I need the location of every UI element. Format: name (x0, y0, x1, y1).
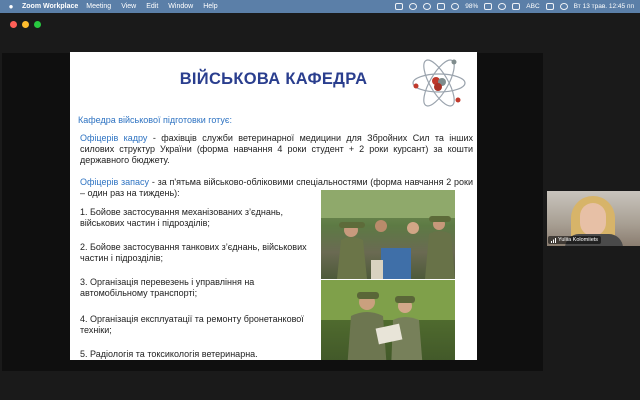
officers-text: - фахівців служби ветеринарної медицини для Збройних Сил та інших силових структур України (форма навчання 4 роки студент + 2 роки курсант) за кошти державного бюджету. (80, 133, 473, 166)
messenger-icon[interactable] (423, 3, 431, 10)
zoom-status-icon[interactable] (395, 3, 403, 10)
slide-subheading: Кафедра військової підготовки готує: (78, 115, 232, 125)
flag-icon[interactable] (560, 3, 568, 10)
apple-icon[interactable]: ● (8, 2, 14, 11)
battery-percent: 98% (465, 3, 479, 10)
menu-edit[interactable]: Edit (146, 3, 159, 10)
sync-icon[interactable] (451, 3, 459, 10)
menu-window[interactable]: Window (168, 3, 194, 10)
input-source[interactable]: ABC (526, 3, 540, 10)
control-center-icon[interactable] (546, 3, 554, 10)
reserve-label: Офіцерів запасу (80, 177, 150, 187)
atom-icon (410, 56, 468, 110)
window-titlebar (0, 13, 640, 35)
presentation-slide (70, 52, 477, 360)
cadets-ceremony-photo (321, 190, 455, 279)
display-icon[interactable] (437, 3, 445, 10)
participant-name: Yuliia Kolomiiets (558, 237, 599, 243)
wifi-icon[interactable] (498, 3, 506, 10)
list-item: 4. Організація експлуатації та ремонту бронетанкової техніки; (80, 314, 304, 336)
participant-video-tile[interactable] (547, 191, 640, 246)
minimize-window-button[interactable] (22, 21, 29, 28)
clock[interactable]: Вт 13 трав. 12:45 пп (573, 3, 634, 10)
officers-label: Офіцерів кадру (80, 133, 148, 143)
participant-face (580, 203, 606, 236)
battery-icon[interactable] (484, 3, 492, 10)
menu-meeting[interactable]: Meeting (86, 3, 112, 10)
chat-status-icon[interactable] (409, 3, 417, 10)
app-menu[interactable]: Zoom Workplace (22, 3, 79, 10)
close-window-button[interactable] (10, 21, 17, 28)
list-item: 2. Бойове застосування танкових з’єднань, військових частин і підрозділів; (80, 242, 307, 264)
participant-name-label (548, 236, 601, 244)
slide-title: ВІЙСЬКОВА КАФЕДРА (179, 70, 368, 88)
menu-help[interactable]: Help (203, 3, 218, 10)
list-item: 5. Радіологія та токсикологія ветеринарна. (80, 349, 258, 359)
list-item: 1. Бойове застосування механізованих з’єднань, військових частин і підрозділів; (80, 207, 283, 229)
keyboard-layout-icon[interactable] (512, 3, 520, 10)
list-item: 3. Організація перевезень і управління на автомобільному транспорті; (80, 277, 255, 299)
soldiers-training-photo (321, 280, 455, 360)
menu-bar (0, 0, 640, 13)
audio-level-icon (551, 238, 556, 243)
menu-view[interactable]: View (121, 3, 137, 10)
maximize-window-button[interactable] (34, 21, 41, 28)
reserve-text: - за п'ятьма військово-обліковими спеціальностями (форма навчання 2 роки – один раз на тиждень): (80, 177, 474, 199)
officers-paragraph (80, 133, 473, 167)
